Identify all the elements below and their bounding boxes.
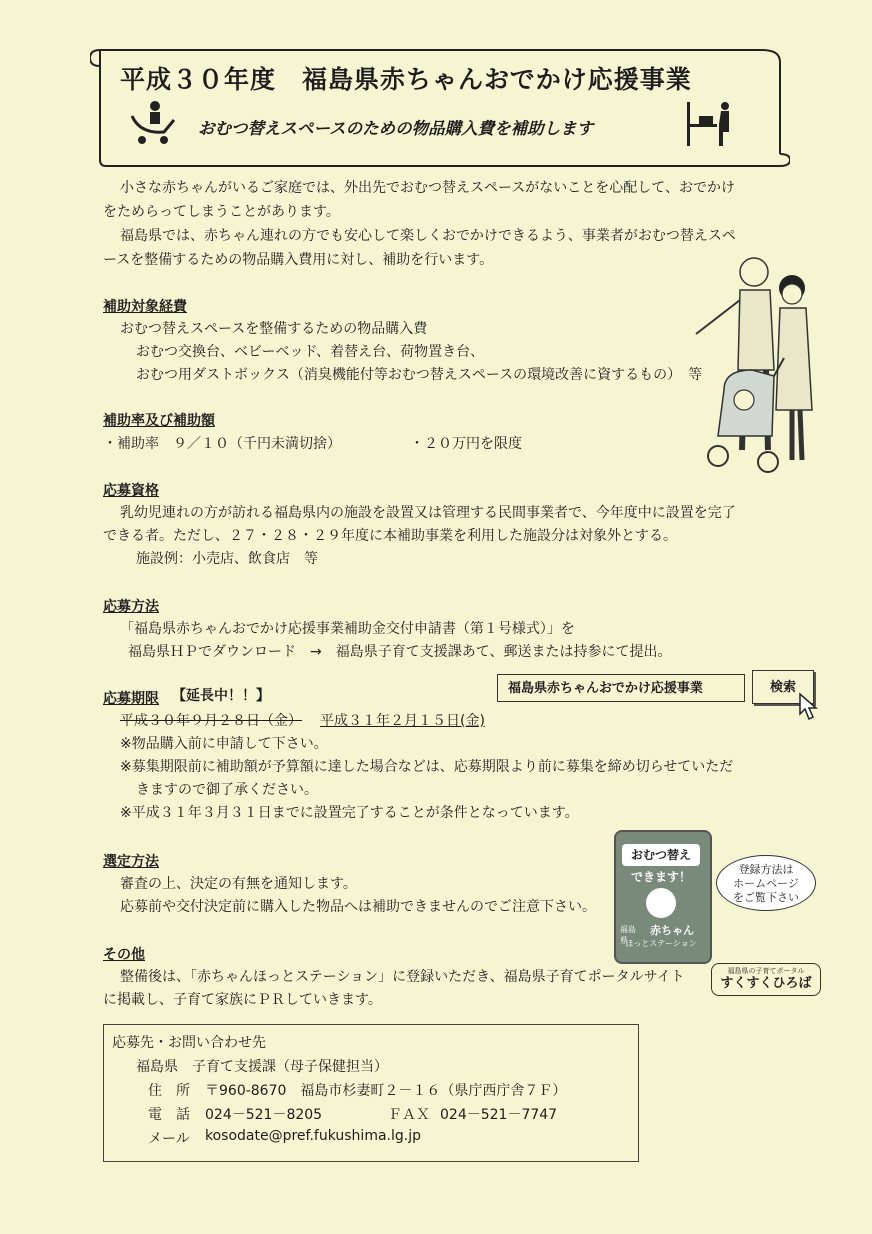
deadline-extended: 【延長中！！】 xyxy=(172,688,270,704)
page-title: 平成３０年度 福島県赤ちゃんおでかけ応援事業 xyxy=(120,65,692,94)
sticker-mid-text: できます！ xyxy=(630,870,691,884)
search-field[interactable]: 福島県赤ちゃんおでかけ応援事業 xyxy=(497,674,745,702)
sticker-bottom-text: 赤ちゃん xyxy=(650,924,694,937)
other-heading: その他 xyxy=(103,947,145,963)
contact-heading: 応募先・お問い合わせ先 xyxy=(112,1035,266,1051)
intro-line-2: をためらってしまうことがあります。 xyxy=(103,204,340,220)
intro-line-3: 福島県では、赤ちゃん連れの方でも安心して楽しくおでかけできるよう、事業者がおむつ替えスペ xyxy=(120,228,736,244)
deadline-old-date: 平成３０年９月２８日（金） xyxy=(120,713,302,729)
sticker-pref: 福島県 xyxy=(620,925,636,945)
search-button[interactable]: 検索 xyxy=(752,670,814,704)
method-heading: 応募方法 xyxy=(103,599,159,615)
address: 〒960-8670 福島市杉妻町２－１６（県庁西庁舎７Ｆ） xyxy=(205,1083,567,1099)
bubble-line-3: をご覧下さい xyxy=(733,891,799,904)
method-line-1: 「福島県赤ちゃんおでかけ応援事業補助金交付申請書（第１号様式）」を xyxy=(120,621,575,637)
hot-station-sticker xyxy=(614,830,712,964)
eligibility-heading: 応募資格 xyxy=(103,483,159,499)
address-label: 住 所 xyxy=(148,1083,190,1099)
selection-line-1: 審査の上、決定の有無を通知します。 xyxy=(120,876,357,892)
deadline-heading: 応募期限 xyxy=(103,691,159,707)
eligibility-line-3: 施設例：小売店、飲食店 等 xyxy=(136,551,318,567)
subtitle: おむつ替えスペースのための物品購入費を補助します xyxy=(198,119,594,138)
rate-text: ・補助率 ９／１０（千円未満切捨） xyxy=(103,436,341,452)
deadline-new-date: 平成３１年２月１５日(金) xyxy=(320,713,485,729)
contact-dept: 福島県 子育て支援課（母子保健担当） xyxy=(136,1059,388,1075)
expenses-line-2: おむつ交換台、ベビーベッド、着替え台、荷物置き台、 xyxy=(136,344,485,360)
fax: 024－521－7747 xyxy=(440,1107,558,1123)
bubble-line-2: ホームページ xyxy=(733,877,799,890)
expenses-heading: 補助対象経費 xyxy=(103,299,187,315)
selection-line-2: 応募前や交付決定前に購入した物品へは補助できませんのでご注意下さい。 xyxy=(120,899,596,915)
eligibility-line-1: 乳幼児連れの方が訪れる福島県内の施設を設置又は管理する民間事業者で、今年度中に設置を完了 xyxy=(120,505,736,521)
mail-label: メール xyxy=(148,1131,190,1147)
expenses-line-1: おむつ替えスペースを整備するための物品購入費 xyxy=(120,321,428,337)
phone-label: 電 話 xyxy=(148,1107,190,1123)
stroller-parent-icon xyxy=(130,100,184,146)
eligibility-line-2: できる者。ただし、２７・２８・２９年度に本補助事業を利用した施設分は対象外とする。 xyxy=(103,528,677,544)
sukusuku-logo xyxy=(711,963,821,996)
deadline-note-2b: きますので御了承ください。 xyxy=(136,782,318,798)
selection-heading: 選定方法 xyxy=(103,854,159,870)
diaper-changing-icon xyxy=(683,102,737,146)
fax-label: ＦＡＸ xyxy=(388,1107,430,1123)
sticker-bottom-text-2: ほっとステーション xyxy=(625,939,697,948)
expenses-line-3: おむつ用ダストボックス（消臭機能付等おむつ替えスペースの環境改善に資するもの） 等 xyxy=(136,367,703,383)
other-line-2: に掲載し、子育て家族にＰＲしていきます。 xyxy=(103,992,382,1008)
phone: 024－521－8205 xyxy=(205,1107,323,1123)
sticker-top-text: おむつ替え xyxy=(622,844,700,866)
deadline-note-3: ※平成３１年３月３１日までに設置完了することが条件となっています。 xyxy=(120,805,579,821)
cursor-arrow-icon xyxy=(798,692,820,722)
intro-line-4: ースを整備するための物品購入費用に対し、補助を行います。 xyxy=(103,252,494,268)
mail-address[interactable]: kosodate@pref.fukushima.lg.jp xyxy=(205,1128,421,1144)
method-line-2: 福島県ＨＰでダウンロード → 福島県子育て支援課あて、郵送または持参にて提出。 xyxy=(128,644,672,660)
baby-face-icon xyxy=(646,888,676,918)
sukusuku-small: 福島県の子育てポータル xyxy=(727,967,805,975)
intro-line-1: 小さな赤ちゃんがいるご家庭では、外出先でおむつ替えスペースがないことを心配して、おでかけ xyxy=(120,180,735,196)
registration-bubble xyxy=(716,855,816,911)
limit-text: ・２０万円を限度 xyxy=(410,436,522,452)
other-line-1: 整備後は、「赤ちゃんほっとステーション」に登録いただき、福島県子育てポータルサイト xyxy=(120,969,685,985)
bubble-line-1: 登録方法は xyxy=(738,863,794,876)
deadline-note-1: ※物品購入前に申請して下さい。 xyxy=(120,736,328,752)
deadline-note-2a: ※募集期限前に補助額が予算額に達した場合などは、応募期限より前に募集を締め切らせていただ xyxy=(120,759,734,775)
family-with-stroller-icon xyxy=(688,250,828,482)
sukusuku-name: すくすくひろば xyxy=(720,976,812,991)
rate-heading: 補助率及び補助額 xyxy=(103,413,215,429)
